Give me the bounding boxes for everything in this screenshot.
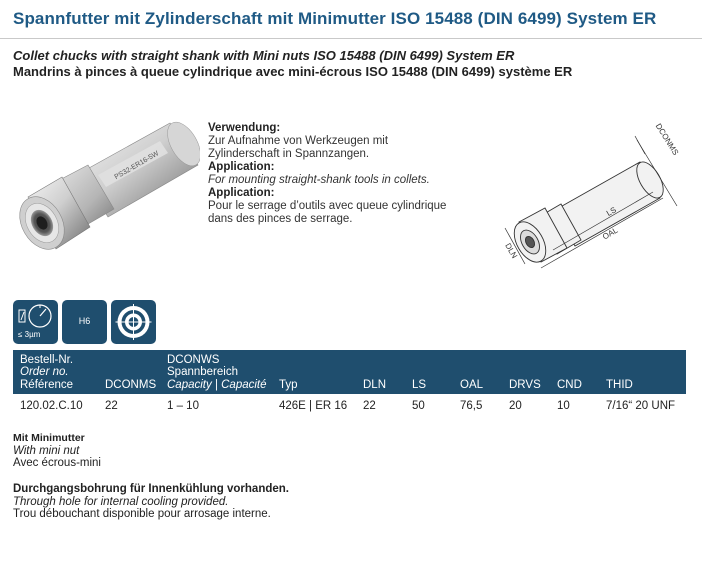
cell-thid: 7/16“ 20 UNF [606,400,676,412]
label-oal: OAL [601,225,620,242]
col-cnd: CND [557,379,582,391]
cooling-note [13,483,289,521]
col-bestell-fr: Référence [20,379,74,391]
col-dconws-capacity: Capacity | Capacité [167,379,267,391]
cell-ls: 50 [412,400,425,412]
col-drvs: DRVS [509,379,541,391]
tolerance-badge [62,300,107,344]
label-ls: LS [604,205,618,218]
cell-ref: 120.02.C.10 [20,400,83,412]
col-dconws: DCONWS [167,354,220,366]
mini-nut-de: Mit Minimutter [13,432,85,444]
col-bestell-en: Order no. [20,366,69,378]
shank-marking: PS32-ER16-5W [113,150,161,182]
subtitle-english: Collet chucks with straight shank with Mini nuts ISO 15488 (DIN 6499) System ER [13,48,515,63]
mini-nut-fr: Avec écrous-mini [13,457,101,469]
col-bestell-de: Bestell-Nr. [20,354,74,366]
col-typ: Typ [279,379,298,391]
cell-typ: 426E | ER 16 [279,400,348,412]
usage-text-de: Zur Aufnahme von Werkzeugen mit Zylinderschaft in Spannzangen. [208,135,389,160]
cell-oal: 76,5 [460,400,483,412]
col-oal: OAL [460,379,484,391]
cell-dconws: 1 – 10 [167,400,199,412]
usage-text-en: For mounting straight-shank tools in collets. [208,174,430,186]
usage-heading-en: Application: [208,161,275,173]
runout-label: ≤ 3µm [18,330,41,339]
col-dconws-de: Spannbereich [167,366,238,378]
usage-heading-fr: Application: [208,187,275,199]
product-photo [10,105,200,280]
mini-nut-en: With mini nut [13,444,80,457]
cell-drvs: 20 [509,400,522,412]
col-dln: DLN [363,379,387,391]
target-icon [111,300,156,344]
table-header [13,350,686,394]
cooling-fr: Trou débouchant disponible pour arrosage interne. [13,508,271,520]
subtitle-french: Mandrins à pinces à queue cylindrique avec mini-écrous ISO 15488 (DIN 6499) système ER [13,64,573,79]
cell-dconms: 22 [105,400,118,412]
cell-cnd: 10 [557,400,570,412]
usage-text-fr: Pour le serrage d’outils avec queue cylindrique dans des pinces de serrage. [208,200,447,225]
col-thid: THID [606,379,633,391]
cell-dln: 22 [363,400,376,412]
cooling-en: Through hole for internal cooling provided. [13,495,229,508]
col-dconms: DCONMS [105,379,157,391]
col-ls: LS [412,379,427,391]
balance-badge [111,300,156,344]
usage-text [208,122,448,226]
page-title: Spannfutter mit Zylinderschaft mit Minimutter ISO 15488 (DIN 6499) System ER [13,9,657,28]
runout-badge [13,300,58,344]
technical-drawing [495,110,695,285]
label-dln: DLN [503,241,520,260]
title-divider [0,38,702,39]
mini-nut-note [13,432,101,470]
tolerance-h6-icon: H6 [78,316,91,326]
usage-heading-de: Verwendung: [208,122,281,134]
cooling-de: Durchgangsbohrung für Innenkühlung vorhanden. [13,483,289,495]
label-dconms: DCONMS [653,121,681,157]
